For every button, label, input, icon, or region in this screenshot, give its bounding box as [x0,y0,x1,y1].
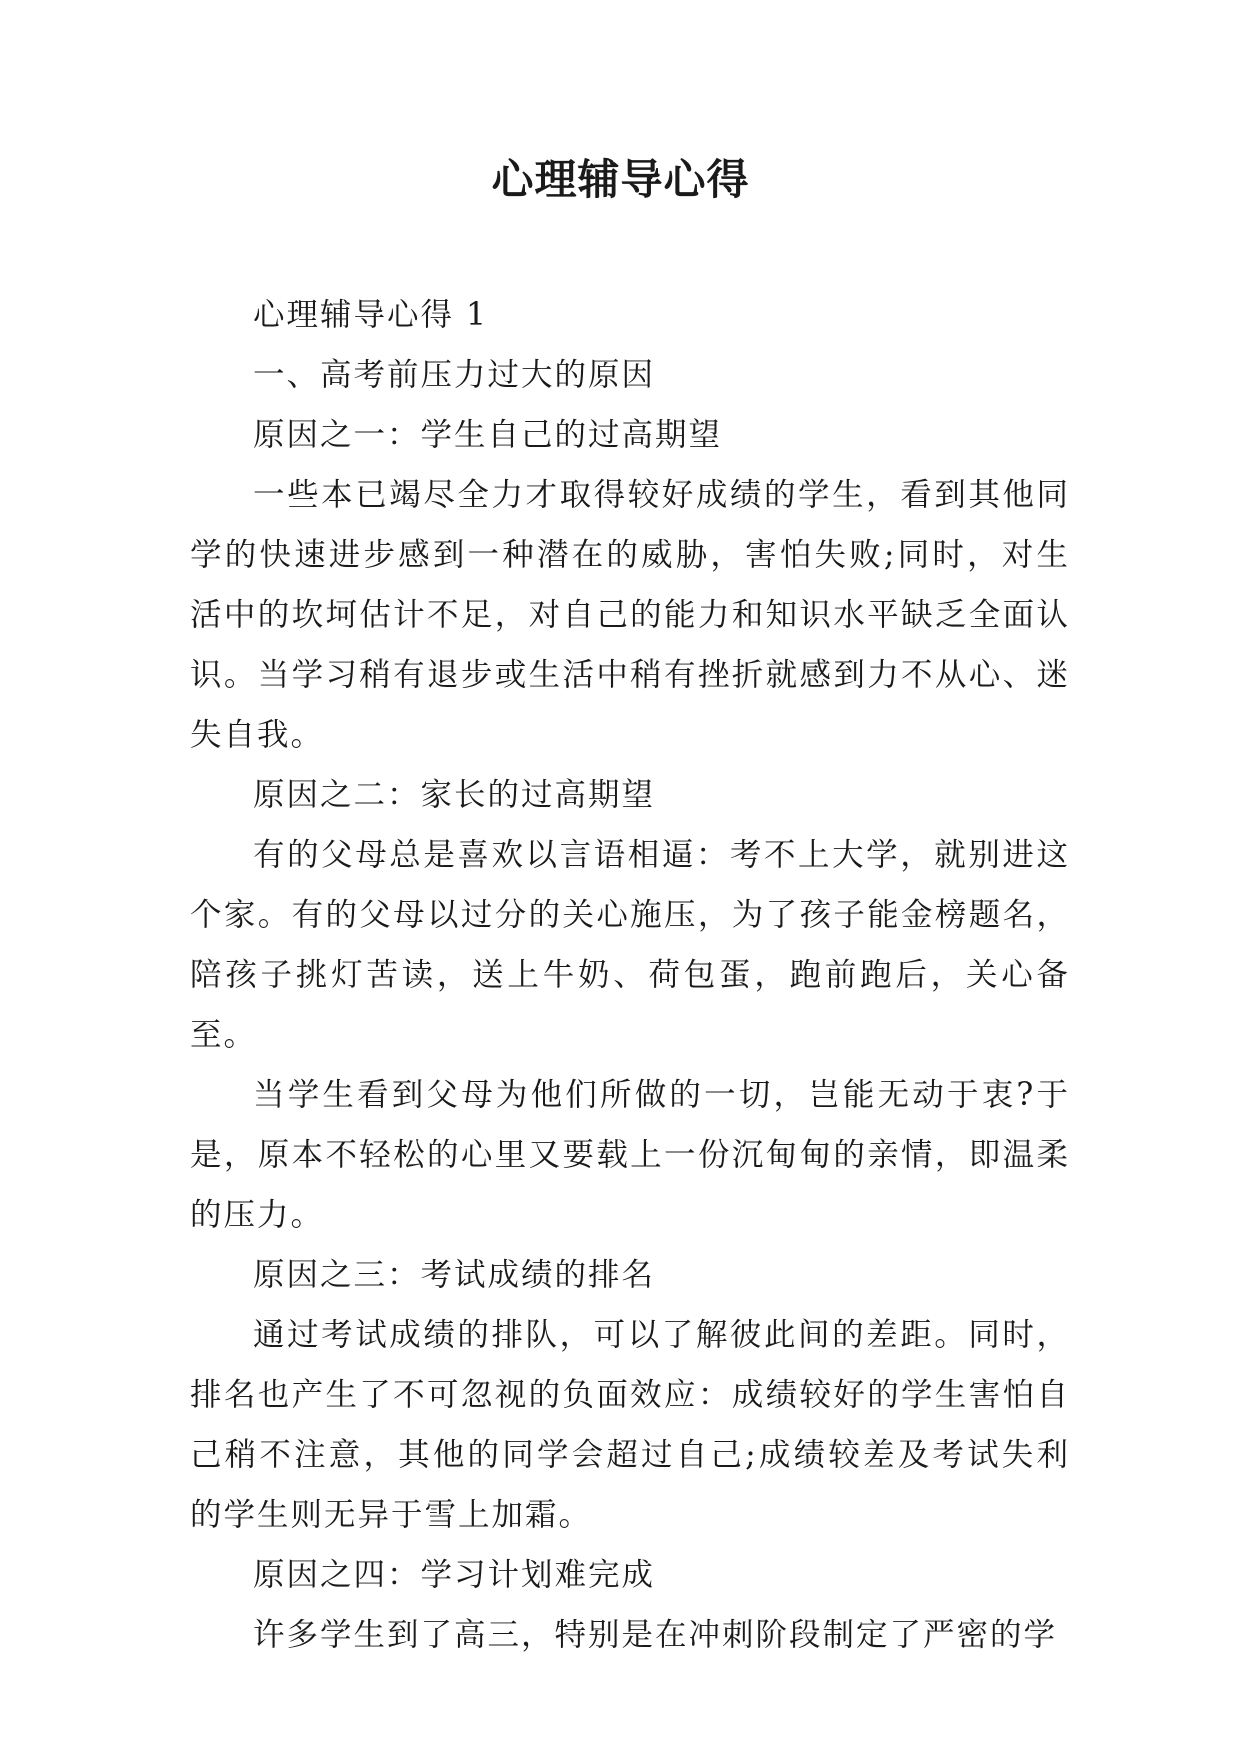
reason-heading: 原因之一：学生自己的过高期望 [253,417,723,453]
body-paragraph: 当学生看到父母为他们所做的一切，岂能无动于衷?于是，原本不轻松的心里又要载上一份沉甸甸的亲情，即温柔的压力。 [190,1077,1070,1233]
body-paragraph: 许多学生到了高三，特别是在冲刺阶段制定了严密的学 [253,1617,1058,1653]
reason-heading: 原因之二：家长的过高期望 [253,777,656,813]
body-paragraph: 通过考试成绩的排队，可以了解彼此间的差距。同时，排名也产生了不可忽视的负面效应：成绩较好的学生害怕自己稍不注意，其他的同学会超过自己;成绩较差及考试失利的学生则无异于雪上加霜。 [190,1317,1070,1533]
reason-heading: 原因之三：考试成绩的排名 [253,1257,656,1293]
body-paragraph: 有的父母总是喜欢以言语相逼：考不上大学，就别进这个家。有的父母以过分的关心施压，为了孩子能金榜题名，陪孩子挑灯苦读，送上牛奶、荷包蛋，跑前跑后，关心备至。 [190,837,1070,1053]
reason-heading: 原因之四：学习计划难完成 [253,1557,656,1593]
body-paragraph: 一些本已竭尽全力才取得较好成绩的学生，看到其他同学的快速进步感到一种潜在的威胁，害怕失败;同时，对生活中的坎坷估计不足，对自己的能力和知识水平缺乏全面认识。当学习稍有退步或生活中稍有挫折就感到力不从心、迷失自我。 [190,477,1070,753]
section-heading: 心理辅导心得 1 [253,297,489,333]
document-title: 心理辅导心得 [491,155,750,204]
document-body [190,285,1070,1665]
subsection-heading: 一、高考前压力过大的原因 [253,357,656,393]
